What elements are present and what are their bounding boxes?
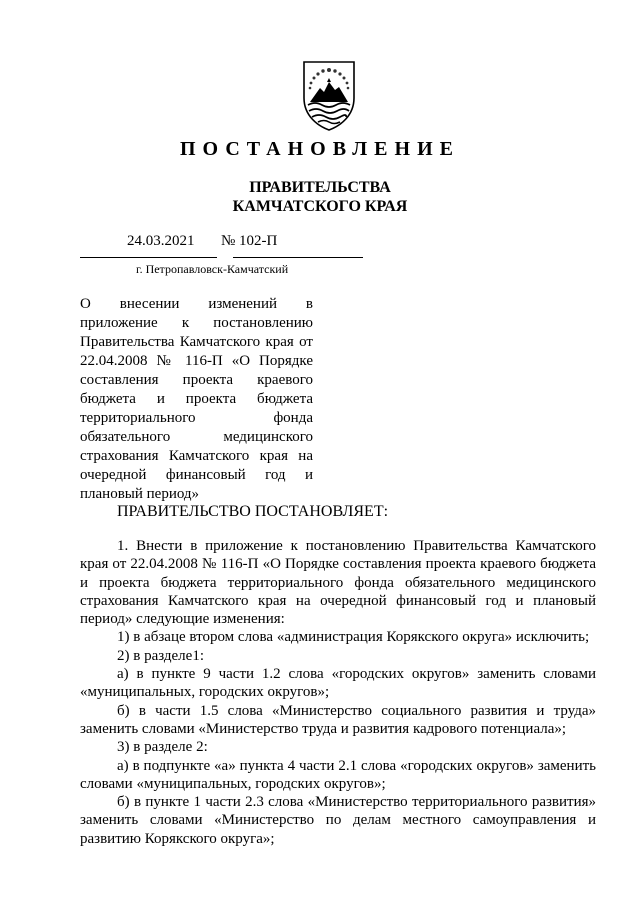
paragraph: 2) в разделе1: [117, 647, 204, 664]
document-title: ПОСТАНОВЛЕНИЕ [180, 138, 460, 160]
paragraph: 1) в абзаце втором слова «администрация Корякского округа» исключить; [117, 629, 590, 646]
place-of-issue: г. Петропавловск-Камчатский [136, 262, 289, 276]
document-number: № 102-П [221, 233, 278, 249]
coat-of-arms-emblem [300, 58, 358, 132]
document-subject: О внесении изменений в приложение к постановлению Правительства Камчатского края от 22.04.2008 № 116-П «О Порядке составления проекта краевого бюджета и проекта бюджета территориального фонда обязательного медицинского страхования Камчатского края на очередной финансовый год и плановый период» [80, 296, 313, 502]
issuing-authority [0, 178, 640, 216]
paragraph: 3) в разделе 2: [117, 739, 208, 756]
paragraph: б) в части 1.5 слова «Министерство социального развития и труда» заменить словами «Министерство труда и развития кадрового потенциала»; [80, 702, 596, 737]
number-underline [233, 257, 363, 258]
document-body [80, 537, 596, 848]
date-underline [80, 257, 217, 258]
paragraph: б) в пункте 1 части 2.3 слова «Министерство территориального развития» заменить словами «Министерство по делам местного самоуправления и развитию Корякского округа»; [80, 794, 596, 847]
paragraph: а) в подпункте «а» пункта 4 части 2.1 слова «городских округов» заменить словами «муниципальных, городских округов»; [80, 757, 596, 792]
authority-line-1: ПРАВИТЕЛЬСТВА [249, 179, 391, 196]
paragraph: а) в пункте 9 части 1.2 слова «городских округов» заменить словами «муниципальных, городских округов»; [80, 666, 596, 701]
resolution-heading: ПРАВИТЕЛЬСТВО ПОСТАНОВЛЯЕТ: [117, 503, 389, 520]
authority-line-2: КАМЧАТСКОГО КРАЯ [232, 198, 408, 215]
paragraph: 1. Внести в приложение к постановлению Правительства Камчатского края от 22.04.2008 № 116-П «О Порядке составления проекта краевого бюджета и проекта бюджета территориального фонда обязательного медицинского страхования Камчатского края на очередной финансовый год и плановый период» следующие изменения: [80, 538, 596, 628]
document-date: 24.03.2021 [127, 233, 195, 249]
